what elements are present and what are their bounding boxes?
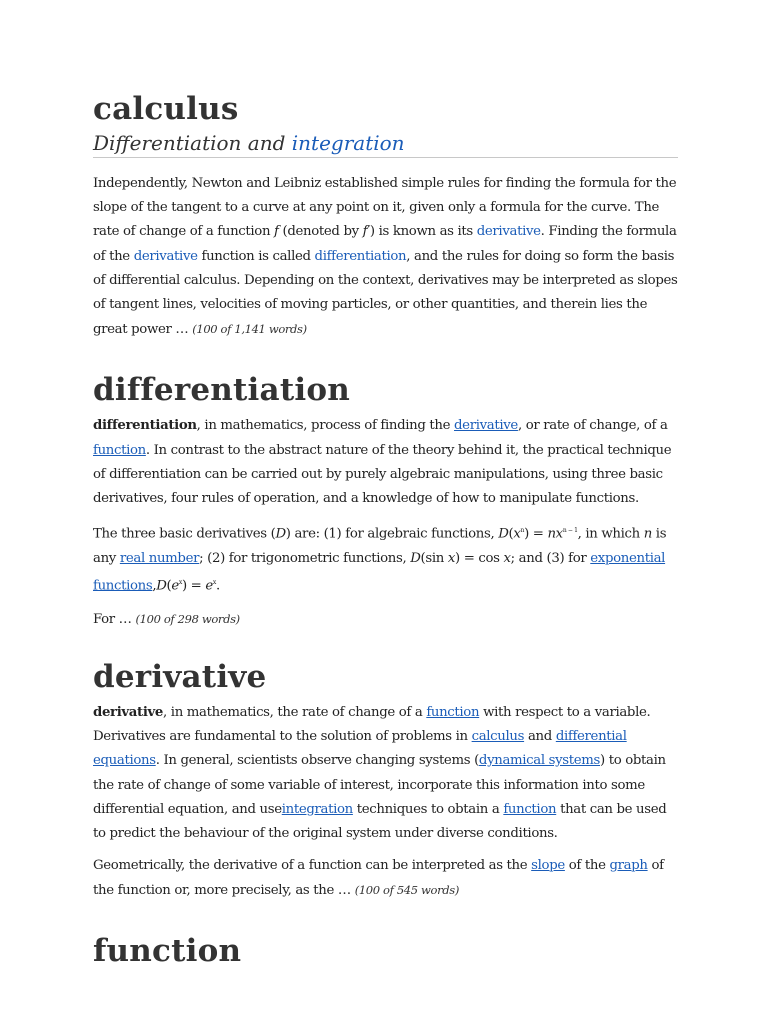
math-n: n [643, 526, 652, 542]
graph-link[interactable]: graph [609, 858, 648, 874]
text: , in mathematics, the rate of change of a [163, 704, 427, 720]
real-number-link[interactable]: real number [119, 550, 200, 566]
math-f-prime: f′ [362, 224, 370, 240]
text: function is called [197, 248, 315, 264]
text: is any [93, 526, 667, 566]
text: , and the rules for doing so form the basis of differential calculus. Depending on the context, derivatives may be interpreted as slopes of tangent lines, velocities of moving particles, or other quantities, and therein lies the great power … [93, 248, 678, 338]
text: . In general, scientists observe changing systems ( [155, 753, 479, 769]
math-x: x [555, 526, 563, 542]
word-count: (100 of 1,141 words) [192, 322, 307, 337]
derivative-paragraph-2 [93, 854, 678, 903]
function-link[interactable]: function [93, 442, 146, 458]
math-e: e [205, 578, 213, 594]
text: , in which [577, 526, 644, 542]
text: ) are: (1) for algebraic functions, [285, 526, 499, 542]
function-link[interactable]: function [426, 704, 480, 720]
text: . [215, 578, 220, 594]
differentiation-paragraph-2 [93, 519, 678, 598]
calculus-paragraph [93, 172, 678, 342]
text: The three basic derivatives ( [93, 526, 276, 542]
text: ; and (3) for [510, 550, 591, 566]
text: ) = cos [455, 550, 504, 566]
text: and [524, 729, 556, 745]
text: (sin [420, 550, 448, 566]
differentiation-paragraph-3 [93, 607, 678, 632]
function-link[interactable]: function [503, 801, 557, 817]
calculus-link[interactable]: calculus [471, 729, 525, 745]
integration-link[interactable]: integration [281, 801, 353, 817]
math-x: x [503, 550, 511, 566]
text: ) to obtain the rate of change of some variable of interest, incorporate this information into some differential equation, and use [93, 753, 666, 817]
text: For … [93, 611, 136, 627]
text: , in mathematics, process of finding the [196, 418, 455, 434]
text: techniques to obtain a [352, 801, 504, 817]
math-d: D [156, 578, 167, 594]
text: . Finding the formula of the [93, 224, 677, 264]
math-exponent: x [212, 579, 216, 587]
subtitle-prefix: Differentiation and [93, 131, 292, 155]
differentiation-link[interactable]: differentiation [314, 248, 407, 264]
math-exponent: n − 1 [562, 527, 578, 535]
derivative-link[interactable]: derivative [133, 248, 198, 264]
heading-calculus: calculus [93, 91, 239, 127]
word-count: (100 of 298 words) [135, 611, 240, 626]
math-exponent: n [520, 527, 525, 535]
text: ( [508, 526, 514, 542]
subtitle [93, 130, 678, 158]
text: , [152, 578, 157, 594]
text: ( [166, 578, 172, 594]
subtitle-integration-link[interactable]: integration [291, 131, 405, 155]
math-e: e [171, 578, 179, 594]
text: Independently, Newton and Leibniz established simple rules for finding the formula for the slope of the tangent to a curve at any point on it, given only a formula for the curve. The rate of change of a function [93, 176, 677, 240]
math-n: n [547, 526, 556, 542]
text: , or rate of change, of a [517, 418, 668, 434]
text: ) = [181, 578, 206, 594]
term-bold: differentiation [93, 418, 197, 434]
math-exponent: x [178, 579, 182, 587]
derivative-link[interactable]: derivative [454, 418, 518, 434]
math-f: f [274, 224, 279, 240]
derivative-link[interactable]: derivative [476, 224, 541, 240]
math-d: D [410, 550, 421, 566]
math-x: x [513, 526, 521, 542]
text: ) = [524, 526, 548, 542]
heading-function: function [93, 932, 242, 969]
differential-equations-link[interactable]: differential equations [93, 729, 627, 769]
heading-differentiation: differentiation [93, 372, 350, 409]
text: (denoted by [278, 224, 363, 240]
exponential-functions-link[interactable]: exponential functions [93, 550, 666, 594]
text: ; (2) for trigonometric functions, [199, 550, 411, 566]
article-content [93, 88, 678, 971]
math-x: x [447, 550, 456, 566]
text: . In contrast to the abstract nature of the theory behind it, the practical technique of differentiation can be carried out by purely algebraic manipulations, using three basic derivatives, four rules of operation, and a knowledge of how to manipulate functions. [93, 442, 672, 507]
slope-link[interactable]: slope [531, 858, 565, 874]
differentiation-paragraph-1 [93, 414, 678, 511]
text: ) is known as its [369, 224, 477, 240]
text: that can be used to predict the behaviour of the original system under diverse conditions. [93, 801, 667, 841]
dynamical-systems-link[interactable]: dynamical systems [478, 753, 600, 769]
text: Geometrically, the derivative of a function can be interpreted as the [93, 858, 532, 874]
math-d: D [275, 526, 286, 542]
derivative-paragraph-1 [93, 701, 678, 846]
math-d: D [498, 526, 509, 542]
text: with respect to a variable. Derivatives are fundamental to the solution of problems in [93, 704, 651, 745]
heading-derivative: derivative [93, 658, 267, 695]
text: of the function or, more precisely, as the … [93, 858, 664, 899]
text: of the [564, 858, 610, 874]
word-count: (100 of 545 words) [354, 883, 459, 898]
term-bold: derivative [93, 704, 164, 720]
